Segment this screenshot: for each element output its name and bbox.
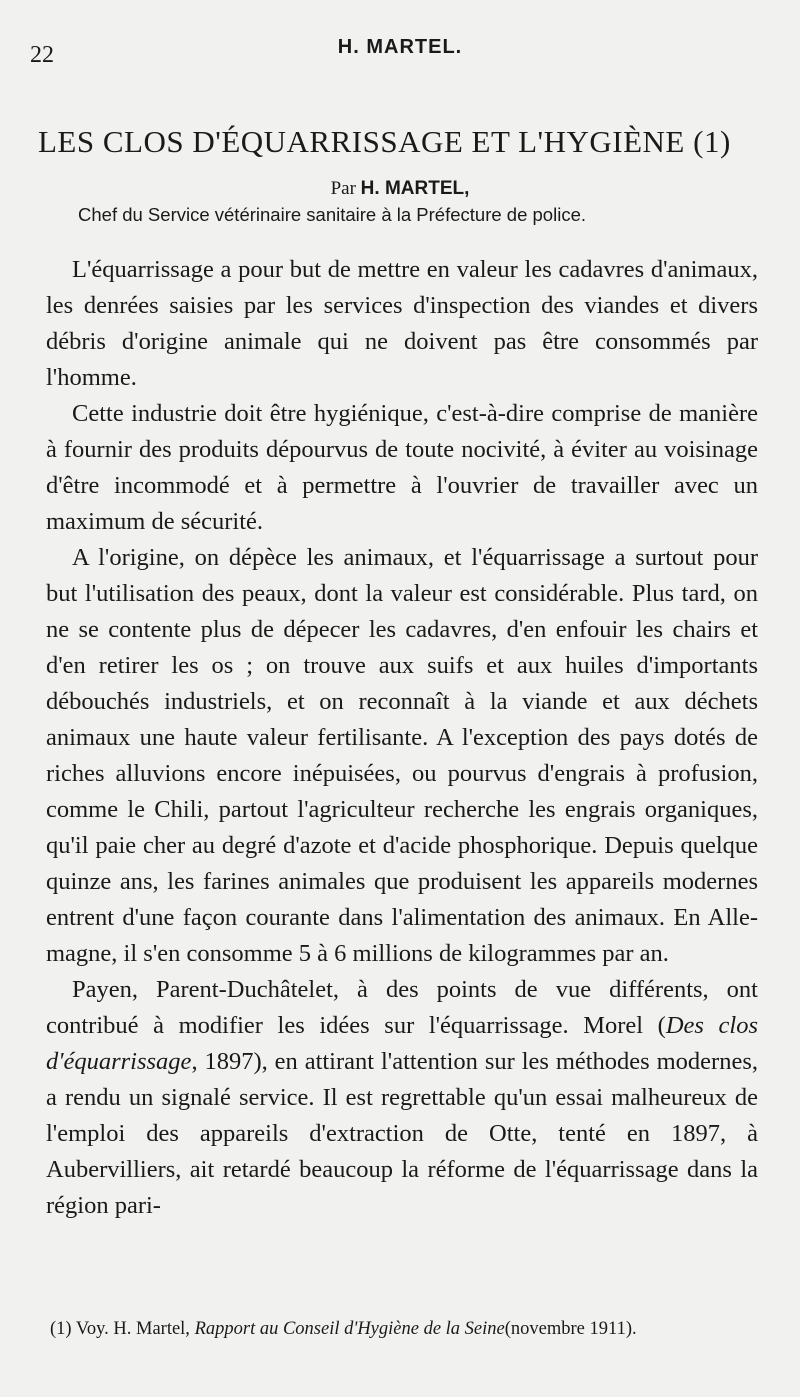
footnote-text: (1) Voy. H. Martel,: [50, 1319, 195, 1339]
paragraph-text: , 1897), en attirant l'attention sur les méthodes modernes, a rendu un signalé service. Il est regrettable qu'un essai malheureux de l'emploi des appareils d'extraction de Otte, tenté en 1897, à Aubervilliers, ait retardé beaucoup la réforme de l'équarrissage dans la région pari-: [46, 1048, 758, 1219]
running-head: H. MARTEL.: [337, 36, 463, 58]
footnote: [50, 1318, 762, 1340]
paragraph: [46, 972, 758, 1224]
article-title: LES CLOS D'ÉQUARRISSAGE ET L'HYGIÈNE (1): [38, 124, 731, 159]
author-affiliation: Chef du Service vétérinaire sanitaire à la Préfecture de police.: [78, 204, 586, 225]
article-body: [46, 252, 758, 1224]
cited-work-title: Des clos d'équarrissage: [46, 1012, 758, 1075]
byline-prefix: Par: [330, 178, 361, 199]
author-name: H. MARTEL,: [360, 178, 470, 199]
footnote-text: (novembre 1911).: [504, 1319, 637, 1339]
paragraph-text: Payen, Parent-Duchâtelet, à des points de vue différents, ont contribué à modifier les idées sur l'équarrissage. Morel (: [46, 976, 758, 1039]
paragraph: L'équarrissage a pour but de mettre en valeur les cadavres d'animaux, les denrées saisies par les services d'inspection des viandes et divers débris d'origine animale qui ne doivent pas être consommés par l'homme.: [46, 256, 758, 391]
footnote-cited-title: Rapport au Conseil d'Hygiène de la Seine: [194, 1319, 505, 1339]
page-number: 22: [30, 42, 54, 68]
byline: [0, 178, 800, 200]
paragraph: Cette industrie doit être hygiénique, c'est-à-dire comprise de manière à fournir des produits dépourvus de toute nocivité, à éviter au voisinage d'être incommodé et à permettre à l'ouvrier de travailler avec un maximum de sécurité.: [46, 400, 758, 535]
paragraph: A l'origine, on dépèce les animaux, et l'équarrissage a surtout pour but l'utilisation des peaux, dont la valeur est considérable. Plus tard, on ne se contente plus de dépecer les cadavres, d'en enfouir les chairs et d'en retirer les os ; on trouve aux suifs et aux huiles d'importants débouchés industriels, et on reconnaît à la viande et aux déchets animaux une haute valeur fertilisante. A l'exception des pays dotés de riches alluvions encore inépuisées, ou pourvus d'engrais à profusion, comme le Chili, partout l'agriculteur recherche les engrais organiques, qu'il paie cher au degré d'azote et d'acide phosphorique. Depuis quelque quinze ans, les farines animales que produisent les appareils modernes entrent d'une façon courante dans l'alimentation des animaux. En Allemagne, il s'en consomme 5 à 6 millions de kilogrammes par an.: [46, 544, 758, 967]
